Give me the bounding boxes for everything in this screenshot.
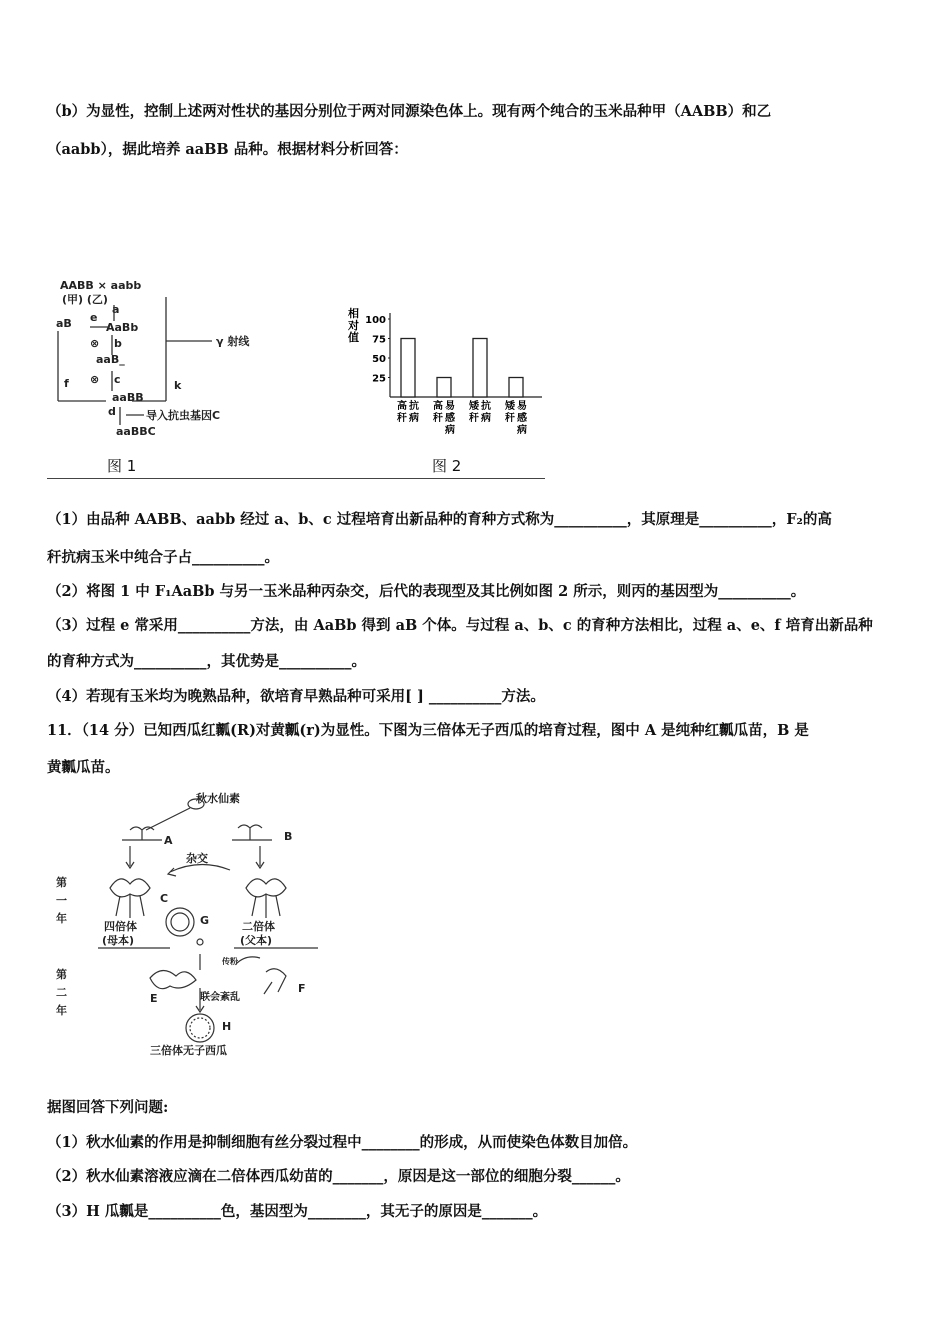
question-3-line: （3）过程 e 常采用__________方法，由 AaBb 得到 aB 个体。与过程 a、b、c 的育种方法相比，过程 a、e、f 培育出新品种: [47, 617, 873, 634]
question-1-line: （1）由品种 AABB、aabb 经过 a、b、c 过程培育出新品种的育种方式称为__________，其原理是__________，F₂的高: [47, 511, 832, 528]
y-axis-label: 值: [348, 331, 359, 344]
aB-label: aB: [56, 317, 72, 330]
bar: [509, 378, 523, 398]
label-G: G: [200, 914, 210, 927]
year1-char: 年: [56, 912, 67, 925]
diploid-label: 二倍体: [242, 920, 275, 933]
sub-lead: 据图回答下列问题:: [47, 1099, 169, 1116]
label-H: H: [222, 1020, 232, 1033]
x-tick-label: 矮: [505, 401, 515, 412]
step-c: c: [114, 373, 121, 386]
figure-2-caption: 图 2: [432, 457, 462, 475]
x-tick-label: 抗: [409, 401, 419, 412]
question-4: （4）若现有玉米均为晚熟品种，欲培育早熟品种可采用[ ] __________方法。: [47, 688, 545, 705]
parents-label: (甲) (乙): [62, 293, 108, 306]
aaBB-label: aaBB: [112, 391, 144, 404]
breeding-diagram: [50, 275, 350, 475]
x-tick-label: 易: [445, 401, 455, 412]
x-tick-label: 感: [517, 413, 527, 424]
x-tick-label: 病: [481, 413, 491, 424]
x-tick-label: 秆: [469, 413, 479, 424]
step-e: e: [90, 311, 98, 324]
result-label: 三倍体无子西瓜: [150, 1044, 227, 1057]
aaBBC-label: aaBBC: [116, 425, 156, 438]
x-tick-label: 抗: [481, 401, 491, 412]
question-11-line: 黄瓤瓜苗。: [47, 759, 120, 776]
label-C: C: [160, 892, 169, 905]
label-B: B: [284, 830, 293, 843]
year2-char: 年: [56, 1004, 67, 1017]
figure-2-chart: [342, 305, 552, 445]
x-tick-label: 感: [445, 413, 455, 424]
bar-chart: [342, 305, 552, 445]
bar: [401, 339, 415, 398]
step-d: d: [108, 405, 116, 418]
question-1-line: 秆抗病玉米中纯合子占__________。: [47, 549, 279, 566]
y-tick-label: 25: [372, 373, 386, 385]
bar: [473, 339, 487, 398]
text-line: （aabb），据此培养 aaBB 品种。根据材料分析回答：: [47, 141, 408, 158]
y-tick-label: 75: [372, 334, 386, 346]
watermelon-diagram: [50, 788, 350, 1068]
x-tick-label: 秆: [433, 413, 443, 424]
question-2: （2）将图 1 中 F₁AaBb 与另一玉米品种丙杂交，后代的表现型及其比例如图 2 所示，则丙的基因型为__________。: [47, 583, 806, 600]
x-tick-label: 秆: [397, 413, 407, 424]
selfing-mark: ⊗: [90, 337, 100, 350]
x-tick-label: 病: [445, 425, 455, 436]
label-F: F: [298, 982, 306, 995]
label-A: A: [164, 834, 173, 847]
x-tick-label: 病: [517, 425, 527, 436]
x-tick-label: 秆: [505, 413, 515, 424]
question-3-line: 的育种方式为__________，其优势是__________。: [47, 653, 366, 670]
disorder-label: 联会紊乱: [200, 992, 240, 1003]
year2-char: 二: [56, 986, 67, 999]
y-axis-label: 对: [348, 319, 359, 332]
figure-divider: [47, 478, 545, 479]
step-f: f: [64, 377, 69, 390]
y-axis-label: 相: [348, 307, 359, 320]
mother-label: (母本): [102, 934, 135, 947]
step-a: a: [112, 303, 120, 316]
aaB-label: aaB_: [96, 353, 125, 366]
year1-char: 第: [56, 876, 67, 889]
y-tick-label: 50: [372, 354, 386, 365]
pollinate-label: 传粉: [222, 957, 238, 966]
F1-label: AaBb: [106, 321, 139, 334]
label-E: E: [150, 992, 158, 1005]
sub-question-1: （1）秋水仙素的作用是抑制细胞有丝分裂过程中________的形成，从而使染色体数目加倍。: [47, 1134, 638, 1151]
x-tick-label: 矮: [469, 401, 479, 412]
insert-gene-label: 导入抗虫基因C: [146, 409, 221, 422]
x-tick-label: 易: [517, 401, 527, 412]
text-line: （b）为显性，控制上述两对性状的基因分别位于两对同源染色体上。现有两个纯合的玉米品种甲（AABB）和乙: [47, 103, 772, 120]
father-label: (父本): [240, 934, 273, 947]
step-b: b: [114, 337, 122, 350]
colchicine-label: 秋水仙素: [196, 792, 240, 805]
sub-question-3: （3）H 瓜瓤是__________色，基因型为________，其无子的原因是_______。: [47, 1203, 548, 1220]
year1-char: 一: [56, 894, 67, 907]
figure-1-caption: 图 1: [107, 457, 137, 475]
tetraploid-label: 四倍体: [104, 920, 137, 933]
y-tick-label: 100: [365, 315, 386, 326]
step-k: k: [174, 379, 182, 392]
x-tick-label: 高: [433, 401, 443, 412]
year2-char: 第: [56, 968, 67, 981]
sub-question-2: （2）秋水仙素溶液应滴在二倍体西瓜幼苗的_______，原因是这一部位的细胞分裂______。: [47, 1168, 630, 1185]
bar: [437, 378, 451, 398]
question-11-line: 11．（14 分）已知西瓜红瓤(R)对黄瓤(r)为显性。下图为三倍体无子西瓜的培育过程，图中 A 是纯种红瓤瓜苗，B 是: [47, 722, 809, 739]
x-tick-label: 高: [397, 401, 407, 412]
selfing-mark: ⊗: [90, 373, 100, 386]
cross-label: 杂交: [186, 852, 208, 865]
cross-label: AABB × aabb: [60, 279, 142, 292]
gamma-ray-label: γ 射线: [216, 335, 250, 348]
x-tick-label: 病: [409, 413, 419, 424]
figure-1: [50, 275, 350, 475]
figure-3-watermelon: [50, 788, 350, 1068]
